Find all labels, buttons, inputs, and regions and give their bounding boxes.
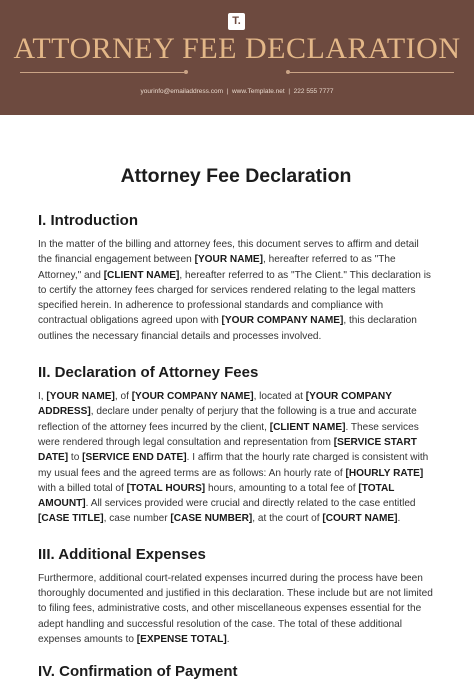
text: to (68, 452, 83, 464)
contact-separator: | (288, 88, 291, 95)
text: , hereafter referred to as "The Client." This declaration is to certify the attorney fees charged for services rendered relating to the legal matters specified herein. In adherence to professional standards and compliance with contractual obligations agreed upon with (38, 269, 431, 327)
text: , located at (253, 391, 306, 403)
text: . (226, 633, 230, 645)
text: Furthermore, additional court-related expenses incurred during the process have been thoroughly documented and justified in this declaration. These include but are not limited to filing fees, administrative costs, and other miscellaneous expenses essential for the adept handling and successful resolution of the case. The total of these additional expenses amounts to (38, 572, 433, 645)
placeholder-field: [CASE TITLE] (38, 513, 104, 525)
section-introduction (38, 212, 434, 344)
text: with a billed total of (38, 482, 127, 494)
document-body (0, 165, 474, 680)
text: . (397, 513, 401, 525)
placeholder-field: [CASE NUMBER] (170, 513, 253, 525)
section-heading: III. Additional Expenses (38, 545, 206, 563)
placeholder-field: [SERVICE END DATE] (82, 452, 187, 464)
divider-line-left (20, 72, 184, 73)
section-confirmation (38, 663, 434, 680)
divider-line-right (290, 72, 454, 73)
placeholder-field: [YOUR COMPANY NAME] (221, 315, 344, 327)
section-paragraph (38, 237, 434, 344)
contact-phone: 222 555 7777 (293, 88, 334, 95)
section-heading: IV. Confirmation of Payment (38, 663, 238, 680)
contact-line (0, 88, 474, 95)
text: . I affirm that the hourly rate charged is consistent with my usual fees and the agreed terms are as follows: An hourly rate of (38, 452, 429, 479)
section-additional-expenses (38, 546, 434, 647)
section-heading: I. Introduction (38, 212, 138, 229)
text: , declare under penalty of perjury that the following is a true and accurate reflection of the attorney fees incurred by the client, (38, 406, 417, 433)
text: , at the court of (252, 513, 323, 525)
placeholder-field: [HOURLY RATE] (345, 467, 424, 479)
placeholder-field: [SERVICE START DATE] (38, 436, 417, 464)
template-logo: T. (228, 13, 245, 30)
section-declaration (38, 364, 434, 527)
text: hours, amounting to a total fee of (205, 482, 359, 494)
contact-website: www.Template.net (231, 88, 285, 95)
placeholder-field: [CLIENT NAME] (103, 269, 180, 281)
contact-email: yourinfo@emailaddress.com (140, 88, 224, 95)
text: , case number (103, 513, 171, 525)
text: I, (38, 391, 47, 403)
banner-title: ATTORNEY FEE DECLARATION (13, 32, 461, 65)
header-banner (0, 0, 474, 115)
placeholder-field: [EXPENSE TOTAL] (136, 633, 227, 645)
placeholder-field: [YOUR NAME] (194, 254, 263, 266)
placeholder-field: [YOUR COMPANY NAME] (131, 391, 254, 403)
placeholder-field: [CLIENT NAME] (269, 421, 346, 433)
placeholder-field: [YOUR NAME] (46, 391, 115, 403)
text: , hereafter referred to as "The Attorney," and (38, 254, 396, 281)
text: . These services were rendered through legal consultation and representation from (38, 421, 419, 448)
section-paragraph (38, 571, 434, 647)
placeholder-field: [TOTAL AMOUNT] (38, 482, 395, 510)
placeholder-field: [YOUR COMPANY ADDRESS] (38, 391, 392, 418)
text: . All services provided were crucial and directly related to the case entitled (85, 498, 416, 510)
placeholder-field: [TOTAL HOURS] (126, 482, 206, 494)
section-heading: II. Declaration of Attorney Fees (38, 364, 259, 382)
document-title: Attorney Fee Declaration (120, 165, 352, 187)
placeholder-field: [COURT NAME] (322, 513, 398, 525)
text: , of (114, 391, 132, 403)
contact-separator: | (226, 88, 229, 95)
text: In the matter of the billing and attorney fees, this document serves to affirm and detail the financial engagement between (38, 239, 419, 266)
text: , this declaration outlines the necessary financial details and processes involved. (38, 315, 417, 342)
divider-dot-left (184, 70, 188, 74)
section-paragraph (38, 389, 434, 527)
